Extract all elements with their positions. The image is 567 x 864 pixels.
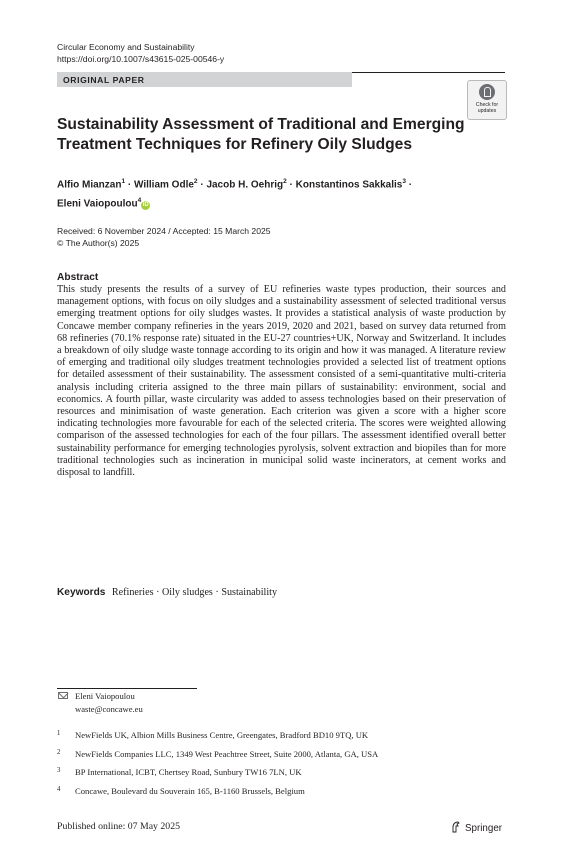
envelope-icon — [58, 692, 68, 699]
author-affiliation-ref: 2 — [193, 178, 198, 185]
author-name[interactable]: Eleni Vaiopoulou — [57, 198, 138, 210]
author-affiliation-ref: 2 — [283, 178, 287, 185]
author-separator: · — [408, 179, 413, 191]
corresponding-author-name: Eleni Vaiopoulou — [75, 691, 135, 701]
author-list — [57, 174, 477, 212]
crossmark-icon — [479, 84, 495, 100]
author-name[interactable]: Konstantinos Sakkalis — [295, 179, 403, 191]
author-affiliation-ref: 3 — [402, 178, 406, 185]
abstract-text: This study presents the results of a survey of EU refineries waste types production, their sources and management options, with focus on oily sludges and a sustainability assessment of selected traditional versus emerging treatment options for oily sludges wastes. It provides a statistical analysis of waste production by Concawe member company refineries in the years 2019, 2020 and 2021, based on survey data returned from 68 refineries (70.1% response rate) situated in the EU-27 countries+UK, Norway and Switzerland. It includes a breakdown of oily sludge waste tonnage according to its origin and how it was managed. A literature review of emerging and traditional oily sludges treatment technologies provided a selected list of treatment options for detailed assessment of their sustainability. The assessment consisted of a semi-quantitative multi-criteria analysis including criteria assigned to the three main pillars of sustainability: environment, social and economics. A fourth pillar, waste circularity was added to assess technologies based on their preservation of resources and minimisation of waste generation. Each criterion was given a score with a higher score indicating technologies more favourable for each of the selected criteria. The scores were weighted allowing comparison of the assessed technologies for each of the four pillars. The assessment identified overall better sustainability performance for emerging technologies pyrolysis, solvent extraction and biopiles than for more traditional technologies such as incineration in municipal solid waste incinerators, at cement works and disposal to landfill. — [57, 284, 506, 479]
keyword: Refineries — [111, 587, 154, 598]
published-online-date: Published online: 07 May 2025 — [57, 821, 181, 832]
header-rule — [352, 72, 505, 73]
orcid-icon[interactable]: iD — [142, 202, 149, 209]
paper-title: Sustainability Assessment of Traditional and Emerging Treatment Techniques for Refinery Oily Sludges — [57, 116, 465, 153]
author-separator: · — [127, 179, 132, 191]
affiliation-number: 2 — [57, 749, 61, 756]
affiliation-text: BP International, ICBT, Chertsey Road, Sunbury TW16 7LN, UK — [75, 767, 302, 777]
author-name[interactable]: Jacob H. Oehrig — [206, 179, 284, 191]
affiliation-number: 4 — [57, 786, 61, 793]
keyword: Oily sludges — [161, 587, 213, 598]
keyword-separator: · — [215, 587, 219, 598]
doi-link[interactable]: https://doi.org/10.1007/s43615-025-00546-y — [57, 54, 225, 64]
keywords-line — [57, 586, 277, 599]
abstract-heading: Abstract — [57, 272, 99, 283]
affiliation-text: Concawe, Boulevard du Souverain 165, B-1160 Brussels, Belgium — [75, 786, 305, 796]
author-separator: · — [289, 179, 293, 191]
author-separator: · — [200, 179, 204, 191]
received-accepted-dates: Received: 6 November 2024 / Accepted: 15 March 2025 — [57, 226, 271, 236]
check-badge-line2: updates — [477, 108, 497, 114]
author-affiliation-ref: 4 — [137, 196, 142, 204]
affiliation-number: 1 — [57, 730, 61, 737]
publisher-name: Springer — [465, 823, 503, 834]
springer-horse-icon — [450, 821, 461, 833]
affiliation-number: 3 — [57, 767, 61, 774]
author-name[interactable]: Alfio Mianzan — [57, 179, 122, 191]
corresponding-author-email[interactable]: waste@concawe.eu — [75, 704, 143, 714]
copyright-notice: © The Author(s) 2025 — [57, 238, 140, 248]
author-name[interactable]: William Odle — [133, 179, 194, 191]
footnote-rule — [57, 688, 197, 689]
journal-name: Circular Economy and Sustainability — [57, 42, 195, 52]
author-affiliation-ref: 1 — [121, 178, 126, 185]
keyword-separator: · — [156, 587, 160, 598]
article-type-label: ORIGINAL PAPER — [63, 75, 145, 85]
keyword: Sustainability — [221, 587, 278, 598]
check-for-updates-badge[interactable] — [467, 80, 507, 120]
keywords-label: Keywords — [57, 587, 106, 598]
affiliation-text: NewFields Companies LLC, 1349 West Peachtree Street, Suite 2000, Atlanta, GA, USA — [75, 749, 379, 759]
affiliation-text: NewFields UK, Albion Mills Business Centre, Greengates, Bradford BD10 9TQ, UK — [75, 730, 369, 740]
check-badge-line1: Check for — [475, 102, 499, 108]
